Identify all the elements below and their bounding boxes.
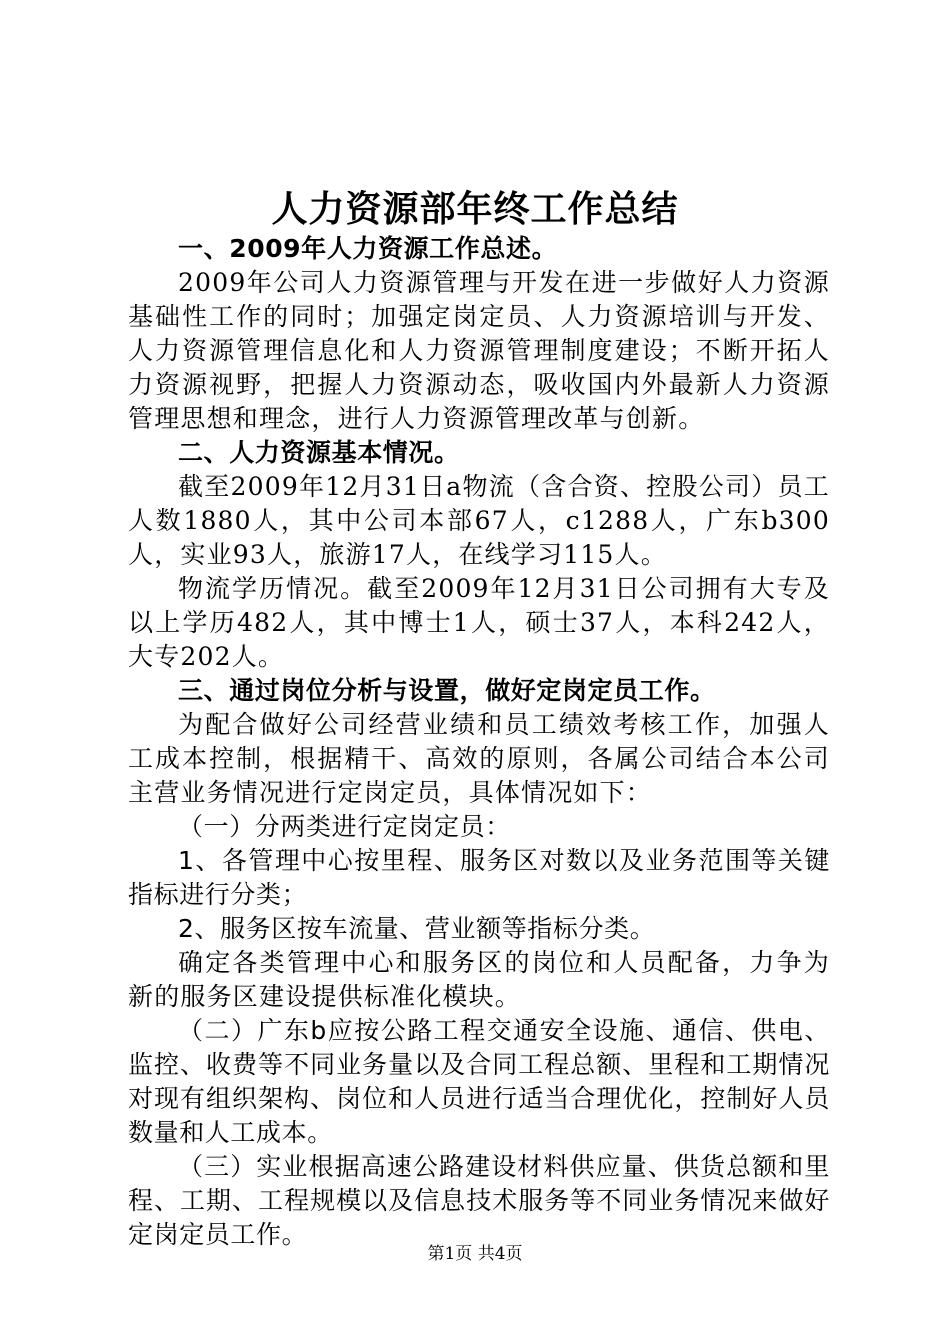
subsection-paragraph: （三）实业根据高速公路建设材料供应量、供货总额和里程、工期、工程规模以及信息技术服务等不同业务情况来做好定岗定员工作。 [128,1152,830,1249]
list-item: 2、服务区按车流量、营业额等指标分类。 [178,914,656,943]
body-paragraph: 物流学历情况。截至2009年12月31日公司拥有大专及以上学历482人，其中博士1人，硕士37人，本科242人，大专202人。 [128,574,830,671]
subsection-paragraph: （二）广东b应按公路工程交通安全设施、通信、供电、监控、收费等不同业务量以及合同工程总额、里程和工期情况对现有组织架构、岗位和人员进行适当合理优化，控制好人员数量和人工成本。 [128,1016,830,1147]
section-heading-2: 二、人力资源基本情况。 [178,438,460,467]
page-indicator: 第1页 共4页 [427,1244,523,1264]
document-title: 人力资源部年终工作总结 [271,189,679,230]
body-paragraph: 2009年公司人力资源管理与开发在进一步做好人力资源基础性工作的同时；加强定岗定员、人力资源培训与开发、人力资源管理信息化和人力资源管理制度建设；不断开拓人力资源视野，把握人力资源动态，吸收国内外最新人力资源管理思想和理念，进行人力资源管理改革与创新。 [128,268,830,433]
section-heading-1: 一、2009年人力资源工作总述。 [178,234,558,263]
body-paragraph: 截至2009年12月31日a物流（含合资、控股公司）员工人数1880人，其中公司本部67人，c1288人，广东b300人，实业93人，旅游17人，在线学习115人。 [128,472,830,569]
body-paragraph: 为配合做好公司经营业绩和员工绩效考核工作，加强人工成本控制，根据精干、高效的原则，各属公司结合本公司主营业务情况进行定岗定员，具体情况如下： [128,710,830,807]
subsection-heading: （一）分两类进行定岗定员： [178,812,511,841]
body-paragraph: 确定各类管理中心和服务区的岗位和人员配备，力争为新的服务区建设提供标准化模块。 [128,948,830,1011]
section-heading-3: 三、通过岗位分析与设置，做好定岗定员工作。 [178,676,716,705]
list-item: 1、各管理中心按里程、服务区对数以及业务范围等关键指标进行分类； [128,846,830,909]
document-body [128,232,830,1252]
